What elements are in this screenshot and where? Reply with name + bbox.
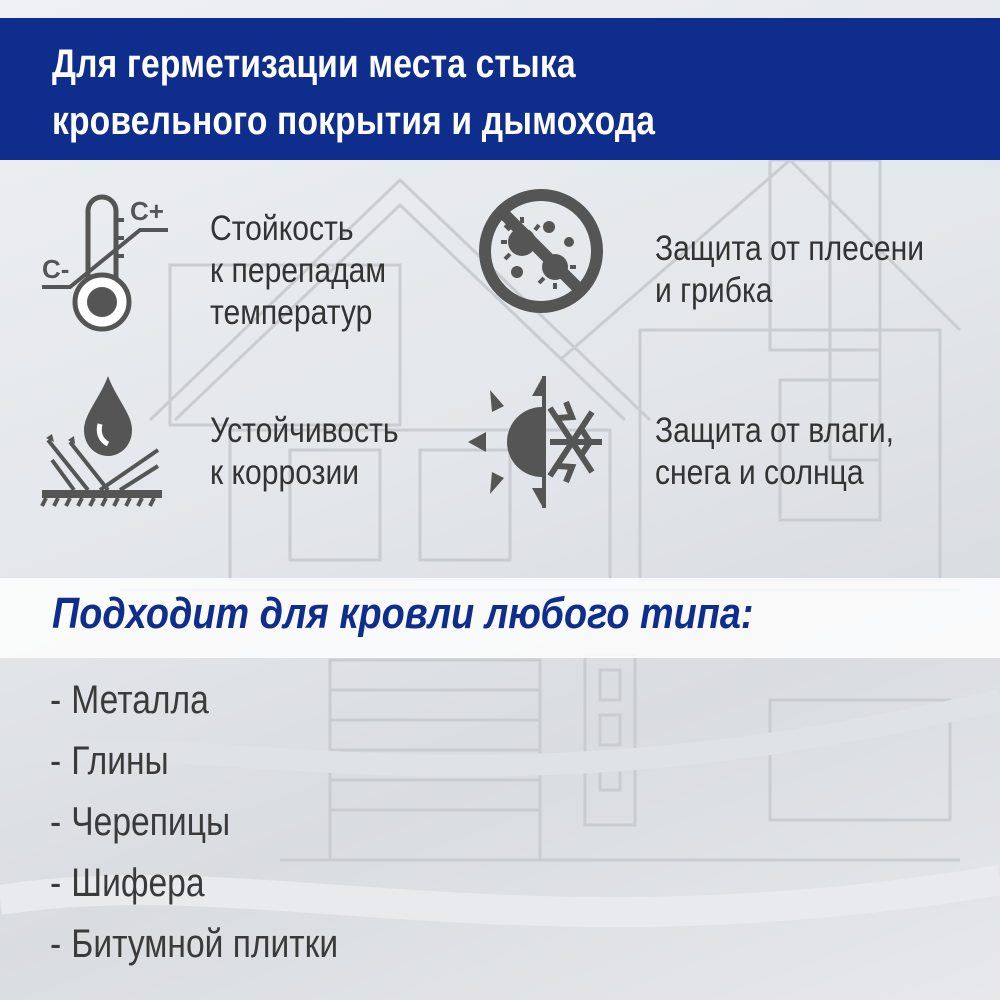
feature-weather-text (655, 410, 894, 494)
header-title-line-2: кровельного покрытия и дымохода (52, 99, 656, 143)
header-banner (0, 18, 1000, 160)
feature-corrosion-line-2: к коррозии (210, 453, 360, 492)
list-dash: - (50, 800, 62, 844)
feature-mold-text (655, 228, 924, 312)
feature-mold-line-2: и грибка (655, 271, 773, 310)
feature-temperature-text (210, 208, 386, 334)
roof-type-label: Битумной плитки (71, 922, 339, 966)
list-item (50, 670, 338, 731)
list-item (50, 853, 338, 914)
roof-type-label: Шифера (71, 861, 205, 905)
roof-types-list (50, 670, 393, 975)
list-item (50, 731, 338, 792)
feature-temperature-line-2: к перепадам (210, 251, 387, 290)
roof-types-title: Подходит для кровли любого типа: (52, 589, 754, 638)
feature-corrosion-text (210, 410, 399, 494)
feature-temperature-line-3: температур (210, 293, 373, 332)
thermometer-icon (40, 190, 175, 340)
feature-temperature-line-1: Стойкость (210, 209, 354, 248)
list-dash: - (50, 861, 62, 905)
no-mold-icon (477, 187, 605, 315)
thermo-minus-label: С- (42, 254, 70, 284)
list-item (50, 914, 338, 975)
feature-mold-line-1: Защита от плесени (655, 229, 925, 268)
list-dash: - (50, 739, 62, 783)
feature-weather-line-2: снега и солнца (655, 453, 864, 492)
roof-type-label: Глины (71, 739, 169, 783)
corrosion-drop-icon (40, 372, 165, 507)
roof-type-label: Черепицы (71, 800, 231, 844)
thermo-plus-label: С+ (130, 196, 164, 226)
sun-snowflake-icon (462, 372, 607, 512)
list-item (50, 792, 338, 853)
header-title-line-1: Для герметизации места стыка (52, 42, 576, 86)
list-dash: - (50, 678, 62, 722)
feature-corrosion-line-1: Устойчивость (210, 411, 399, 450)
list-dash: - (50, 922, 62, 966)
feature-weather-line-1: Защита от влаги, (655, 411, 895, 450)
roof-type-label: Металла (71, 678, 209, 722)
